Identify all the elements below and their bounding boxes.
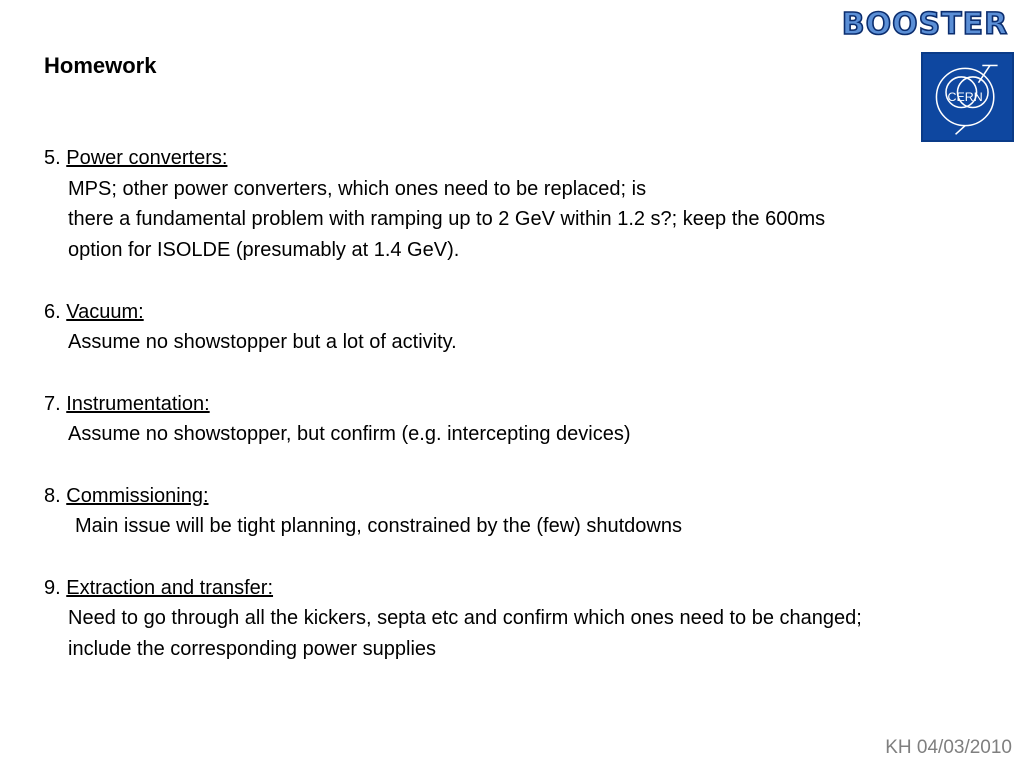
item-extraction-transfer (44, 573, 1014, 665)
item-number: 6. (44, 300, 61, 323)
item-text-line: Need to go through all the kickers, septa etc and confirm which ones need to be changed; (68, 607, 862, 630)
item-text-line: Main issue will be tight planning, constrained by the (few) shutdowns (75, 515, 682, 538)
cern-logo (921, 52, 1014, 142)
item-vacuum (44, 297, 1014, 358)
item-heading-text: Vacuum: (66, 300, 144, 323)
item-number: 9. (44, 576, 61, 599)
item-text-line: there a fundamental problem with ramping up to 2 GeV within 1.2 s?; keep the 600ms (68, 208, 826, 231)
item-text-line: Assume no showstopper but a lot of activity. (68, 331, 457, 354)
item-number: 7. (44, 392, 61, 415)
item-heading-text: Extraction and transfer: (66, 576, 274, 599)
item-text-line: Assume no showstopper, but confirm (e.g. intercepting devices) (68, 423, 631, 446)
cern-logo-art (923, 54, 1012, 140)
item-text-line: option for ISOLDE (presumably at 1.4 GeV). (68, 239, 460, 262)
item-number: 5. (44, 147, 61, 169)
item-instrumentation (44, 389, 1014, 450)
footer-date: KH 04/03/2010 (885, 737, 1012, 758)
item-heading-text: Commissioning: (66, 484, 209, 507)
item-heading (44, 573, 1014, 604)
slide-title: Homework (44, 53, 157, 78)
item-text-line: include the corresponding power supplies (68, 638, 437, 661)
item-number: 8. (44, 484, 61, 507)
item-heading (44, 143, 1014, 174)
item-heading (44, 297, 1014, 328)
homework-list (44, 143, 1014, 665)
item-heading-text: Power converters: (66, 147, 228, 169)
item-text-line: MPS; other power converters, which ones need to be replaced; is (68, 177, 647, 200)
booster-logo (830, 6, 1020, 40)
item-heading (44, 389, 1014, 420)
item-heading-text: Instrumentation: (66, 392, 210, 415)
item-power-converters (44, 143, 1014, 266)
cern-logo-text: CERN (947, 89, 983, 104)
item-commissioning (44, 481, 1014, 542)
booster-logo-text: BOOSTER (841, 7, 1009, 40)
item-heading (44, 481, 1014, 512)
booster-logo-art (830, 6, 1020, 40)
